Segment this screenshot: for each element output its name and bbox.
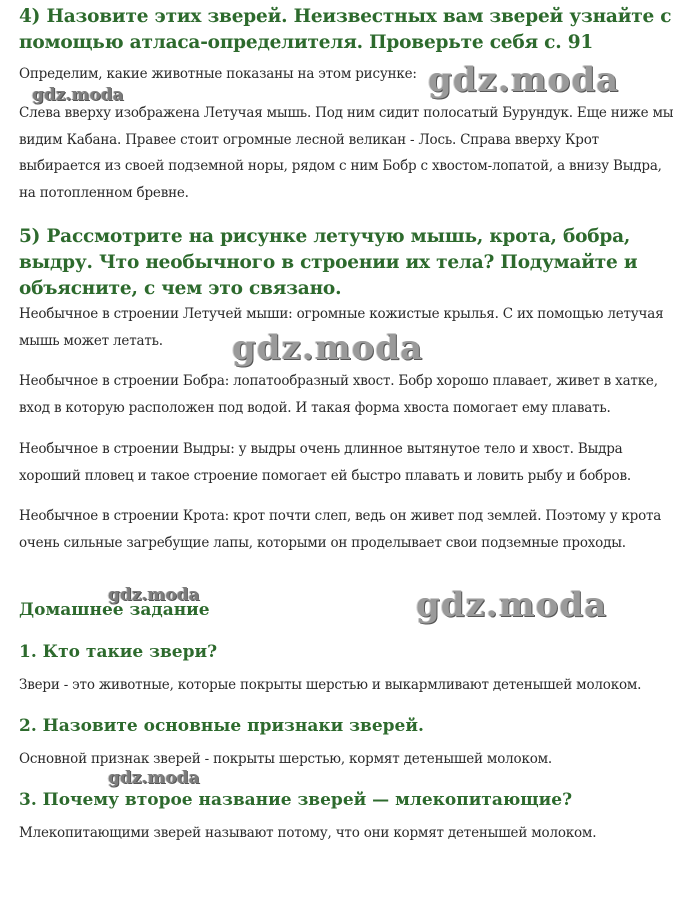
homework-question: [19, 788, 681, 812]
task5-item-label: Необычное в строении Крота:: [19, 508, 229, 524]
task4-answer: Слева вверху изображена Летучая мышь. Под ним сидит полосатый Бурундук. Еще ниже мы видим Кабана. Правее стоит огромные лесной великан - Лось. Справа вверху Крот выбирается из своей подземной норы, рядом с ним Бобр с хвостом-лопатой, а внизу Выдра, на потопленном бревне.: [19, 105, 674, 201]
homework-question: [19, 714, 681, 738]
homework-answer: [19, 672, 681, 699]
homework-question-title: 3. Почему второе название зверей — млекопитающие?: [19, 790, 573, 810]
homework-answer: [19, 746, 681, 773]
task5-item: [19, 301, 681, 354]
watermark-logo: gdz.moda: [232, 328, 424, 368]
task4-section: [19, 4, 681, 56]
homework-answer-text: Млекопитающими зверей называют потому, что они кормят детенышей молоком.: [19, 825, 597, 841]
task4-heading: 4) Назовите этих зверей. Неизвестных вам зверей узнайте с помощью атласа-определителя. Проверьте себя с. 91: [19, 6, 672, 53]
watermark-logo: gdz.moda: [108, 585, 200, 605]
homework-heading: Домашнее задание: [19, 600, 210, 620]
watermark-logo: gdz.moda: [32, 85, 124, 105]
homework-question-title: 1. Кто такие звери?: [19, 642, 218, 662]
task5-item-text: у выдры очень длинное вытянутое тело и хвост. Выдра хороший пловец и такое строение помогает ей быстро плавать и ловить рыбу и бобров.: [19, 441, 631, 484]
homework-answer: [19, 820, 681, 847]
task4-intro: Определим, какие животные показаны на этом рисунке:: [19, 66, 417, 82]
task4-answer-block: [19, 100, 681, 206]
watermark-logo: gdz.moda: [428, 60, 620, 100]
task5-item-text: лопатообразный хвост. Бобр хорошо плавает, живет в хатке, вход в которую расположен под водой. И такая форма хвоста помогает ему плавать.: [19, 373, 658, 416]
task5-item-paragraph: [19, 503, 681, 556]
homework-question: [19, 640, 681, 664]
homework-answer-text: Звери - это животные, которые покрыты шерстью и выкармливают детенышей молоком.: [19, 677, 642, 693]
task5-heading: 5) Рассмотрите на рисунке летучую мышь, крота, бобра, выдру. Что необычного в строении их тела? Подумайте и объясните, с чем это связано.: [19, 226, 638, 299]
task5-item-text: огромные кожистые крылья. С их помощью летучая мышь может летать.: [19, 306, 664, 349]
task5-item-paragraph: [19, 436, 681, 489]
task4-intro-block: [19, 61, 681, 88]
watermark-logo: gdz.moda: [416, 585, 608, 625]
task5-item-label: Необычное в строении Выдры:: [19, 441, 235, 457]
task5-item-text: крот почти слеп, ведь он живет под землей. Поэтому у крота очень сильные загребущие лапы, которыми он проделывает свои подземные проходы.: [19, 508, 662, 551]
task5-item-paragraph: [19, 368, 681, 421]
homework-answer-text: Основной признак зверей - покрыты шерстью, кормят детенышей молоком.: [19, 751, 553, 767]
task5-item: [19, 436, 681, 489]
task5-item-label: Необычное в строении Бобра:: [19, 373, 230, 389]
task5-item: [19, 368, 681, 421]
watermark-logo: gdz.moda: [108, 768, 200, 788]
task5-section: [19, 224, 681, 302]
task5-item-label: Необычное в строении Летучей мыши:: [19, 306, 293, 322]
homework-section: [19, 598, 681, 622]
homework-question-title: 2. Назовите основные признаки зверей.: [19, 716, 424, 736]
task5-item-paragraph: [19, 301, 681, 354]
task5-item: [19, 503, 681, 556]
